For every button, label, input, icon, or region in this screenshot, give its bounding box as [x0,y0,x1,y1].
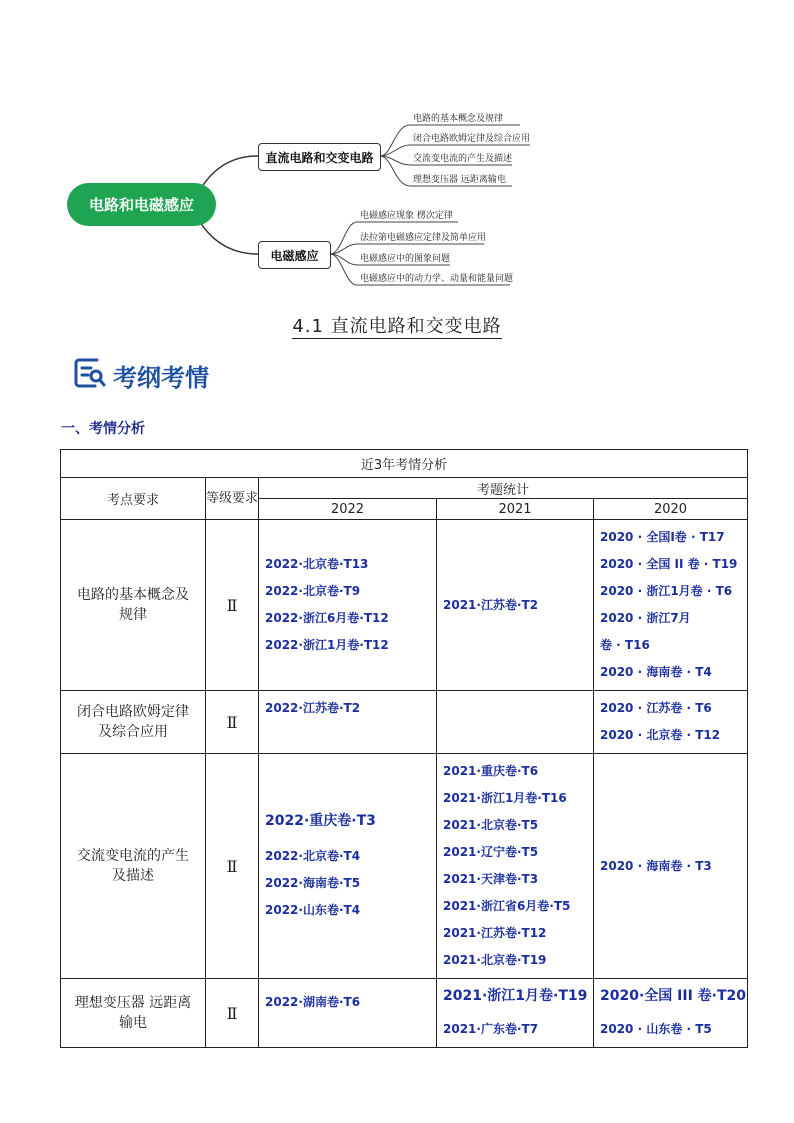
mindmap-leaf: 电磁感应中的图象问题 [360,254,451,264]
mindmap-branch-induction: 电磁感应 [258,241,331,269]
section-title: 考纲考情 [113,363,209,392]
header-topic: 考点要求 [61,478,206,520]
refs-2021 [437,520,594,691]
topic-cell: 电路的基本概念及规律 [61,520,206,691]
header-year-2022: 2022 [259,499,437,520]
exam-ref: 2020 · 江苏卷 · T6 [600,701,712,715]
exam-ref: 2022·江苏卷·T2 [265,701,361,715]
refs-2021 [437,691,594,754]
mindmap-leaf: 理想变压器 远距离输电 [413,175,506,185]
mindmap-leaf: 法拉第电磁感应定律及简单应用 [360,233,487,243]
exam-ref: 2021·浙江省6月卷·T5 [443,899,571,913]
section-header [73,355,209,395]
refs-2022 [259,520,437,691]
exam-ref: 2020 · 北京卷 · T12 [600,728,721,742]
exam-ref: 2020 · 全国 II 卷 · T19 [600,557,738,571]
document-title-text: 4.1 直流电路和交变电路 [292,316,502,337]
topic-cell: 理想变压器 远距离输电 [61,979,206,1048]
level-cell: Ⅱ [206,691,259,754]
connector-root-branch1 [200,156,258,190]
mindmap-leaf: 闭合电路欧姆定律及综合应用 [413,134,531,144]
refs-2020 [594,691,748,754]
exam-ref: 2021·浙江1月卷·T16 [443,791,567,805]
header-level: 等级要求 [206,478,259,520]
mindmap-branch-dc-ac: 直流电路和交变电路 [258,143,381,171]
mindmap-leaf: 电磁感应中的动力学、动量和能量问题 [360,274,514,284]
exam-ref: 2021·辽宁卷·T5 [443,845,539,859]
connector-b1-leaf1 [380,125,410,156]
mindmap-leaf: 电磁感应现象 楞次定律 [360,211,453,221]
exam-ref: 2020 · 海南卷 · T3 [600,858,712,873]
exam-ref: 2022·浙江1月卷·T12 [265,638,389,652]
exam-ref: 2022·海南卷·T5 [265,876,361,890]
exam-ref: 2021·广东卷·T7 [443,1022,539,1036]
level-cell: Ⅱ [206,520,259,691]
mindmap-leaf: 交流变电流的产生及描述 [413,154,513,164]
refs-2022 [259,754,437,979]
refs-2020 [594,520,748,691]
header-year-2021: 2021 [437,499,594,520]
exam-ref: 2020 · 全国Ⅰ卷 · T17 [600,530,725,544]
table-row [61,691,748,754]
document-search-icon [73,356,107,394]
refs-2021 [437,979,594,1048]
exam-ref: 2020 · 浙江1月卷 · T6 [600,584,733,598]
exam-ref: 2021·北京卷·T5 [443,818,539,832]
exam-ref: 2022·北京卷·T4 [265,849,361,863]
mindmap-root: 电路和电磁感应 [67,183,216,226]
refs-2020 [594,979,748,1048]
table-row [61,520,748,691]
document-title [0,312,794,338]
refs-2022 [259,691,437,754]
refs-2021 [437,754,594,979]
exam-ref: 2022·湖南卷·T6 [265,995,361,1009]
level-cell: Ⅱ [206,979,259,1048]
exam-ref: 2022·浙江6月卷·T12 [265,611,389,625]
refs-2020 [594,754,748,979]
exam-ref: 2021·重庆卷·T6 [443,764,539,778]
header-year-2020: 2020 [594,499,748,520]
exam-analysis-table [60,449,748,1048]
table-row [61,979,748,1048]
exam-ref: 2021·江苏卷·T2 [443,597,539,612]
header-stats: 考题统计 [259,478,748,499]
exam-ref: 2022·山东卷·T4 [265,903,361,917]
mindmap-leaf: 电路的基本概念及规律 [413,114,504,124]
table-row [61,754,748,979]
exam-ref: 2022·北京卷·T13 [265,557,369,571]
connector-root-branch2 [200,222,258,254]
exam-ref: 2021·浙江1月卷·T19 [443,988,588,1004]
exam-ref: 2021·北京卷·T19 [443,953,547,967]
exam-ref: 2022·重庆卷·T3 [265,813,376,829]
exam-ref: 2021·天津卷·T3 [443,872,539,886]
exam-ref: 2020 · 浙江7月 [600,611,691,625]
exam-ref: 2020 · 山东卷 · T5 [600,1022,712,1036]
table-caption: 近3年考情分析 [61,450,748,478]
exam-ref: 2020 · 海南卷 · T4 [600,665,712,679]
exam-ref: 2022·北京卷·T9 [265,584,361,598]
exam-ref: 2020·全国 III 卷·T20 [600,988,747,1004]
subheading: 一、考情分析 [61,421,145,437]
level-cell: Ⅱ [206,754,259,979]
exam-ref: 卷 · T16 [600,638,650,652]
mindmap [0,0,794,300]
refs-2022 [259,979,437,1048]
topic-cell: 交流变电流的产生及描述 [61,754,206,979]
exam-ref: 2021·江苏卷·T12 [443,926,547,940]
topic-cell: 闭合电路欧姆定律及综合应用 [61,691,206,754]
